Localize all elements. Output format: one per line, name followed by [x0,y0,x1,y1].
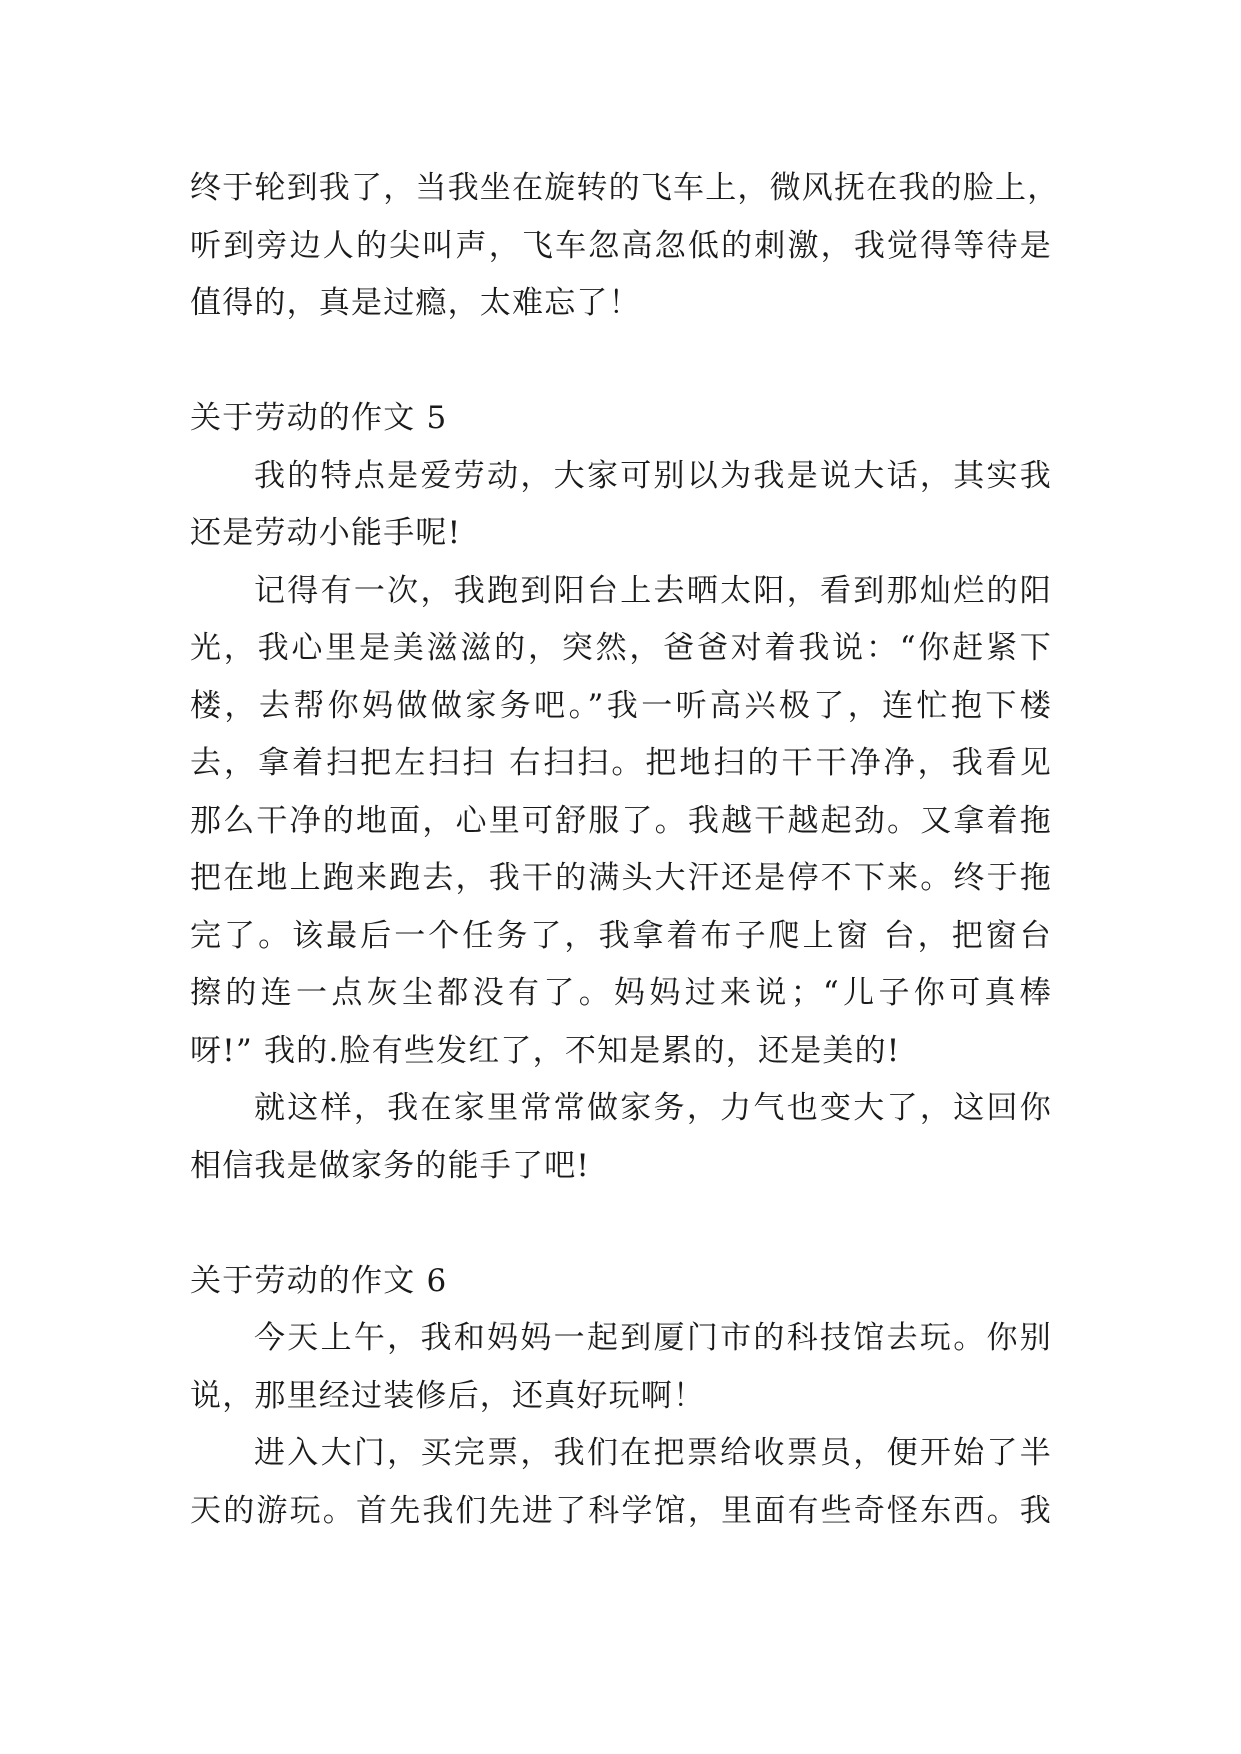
essay-6-paragraph-1 [190,1310,1052,1425]
text-line: 擦的连一点灰尘都没有了。妈妈过来说；“儿子你可真棒 [190,975,1052,1011]
essay-6 [190,1253,1052,1541]
text-line: 呀!” 我的.脸有些发红了，不知是累的，还是美的! [190,1032,901,1069]
text-line: 完了。该最后一个任务了，我拿着布子爬上窗 台，把窗台 [190,917,1052,954]
text-line: 去，拿着扫把左扫扫 右扫扫。把地扫的干干净净，我看见 [190,745,1052,781]
document-body [190,160,1060,1540]
essay-5-paragraph-1 [190,448,1052,563]
text-line: 进入大门，买完票，我们在把票给收票员，便开始了半 [254,1435,1052,1471]
section-gap [190,333,1052,391]
text-line: 天的游玩。首先我们先进了科学馆，里面有些奇怪东西。我 [190,1492,1052,1529]
text-line: 说，那里经过装修后，还真好玩啊！ [190,1377,706,1414]
essay-6-paragraph-2 [190,1425,1052,1540]
text-line: 把在地上跑来跑去，我干的满头大汗还是停不下来。终于拖 [190,860,1052,896]
text-line: 那么干净的地面，心里可舒服了。我越干越起劲。又拿着拖 [190,802,1052,839]
essay-5-paragraph-2 [190,563,1052,1081]
text-line: 相信我是做家务的能手了吧! [190,1147,591,1184]
text-line: 听到旁边人的尖叫声，飞车忽高忽低的刺激，我觉得等待是 [190,227,1052,264]
text-line: 终于轮到我了，当我坐在旋转的飞车上，微风抚在我的脸上， [190,170,1060,206]
text-line: 我的特点是爱劳动，大家可别以为我是说大话，其实我 [254,457,1052,494]
essay-5-title: 关于劳动的作文 5 [190,400,448,436]
text-line: 就这样，我在家里常常做家务，力气也变大了，这回你 [254,1090,1052,1126]
essay-6-title: 关于劳动的作文 6 [190,1262,448,1299]
previous-essay-ending [190,160,1060,333]
text-line: 值得的，真是过瘾，太难忘了！ [190,285,641,321]
text-line: 楼，去帮你妈做做家务吧。”我一听高兴极了，连忙抱下楼 [190,687,1052,724]
essay-5 [190,390,1052,1195]
text-line: 还是劳动小能手呢! [190,515,462,551]
section-gap [190,1195,1052,1253]
text-line: 光，我心里是美滋滋的，突然，爸爸对着我说：“你赶紧下 [190,630,1052,666]
text-line: 记得有一次，我跑到阳台上去晒太阳，看到那灿烂的阳 [254,572,1052,609]
text-line: 今天上午，我和妈妈一起到厦门市的科技馆去玩。你别 [254,1320,1052,1356]
essay-5-paragraph-3 [190,1080,1052,1195]
